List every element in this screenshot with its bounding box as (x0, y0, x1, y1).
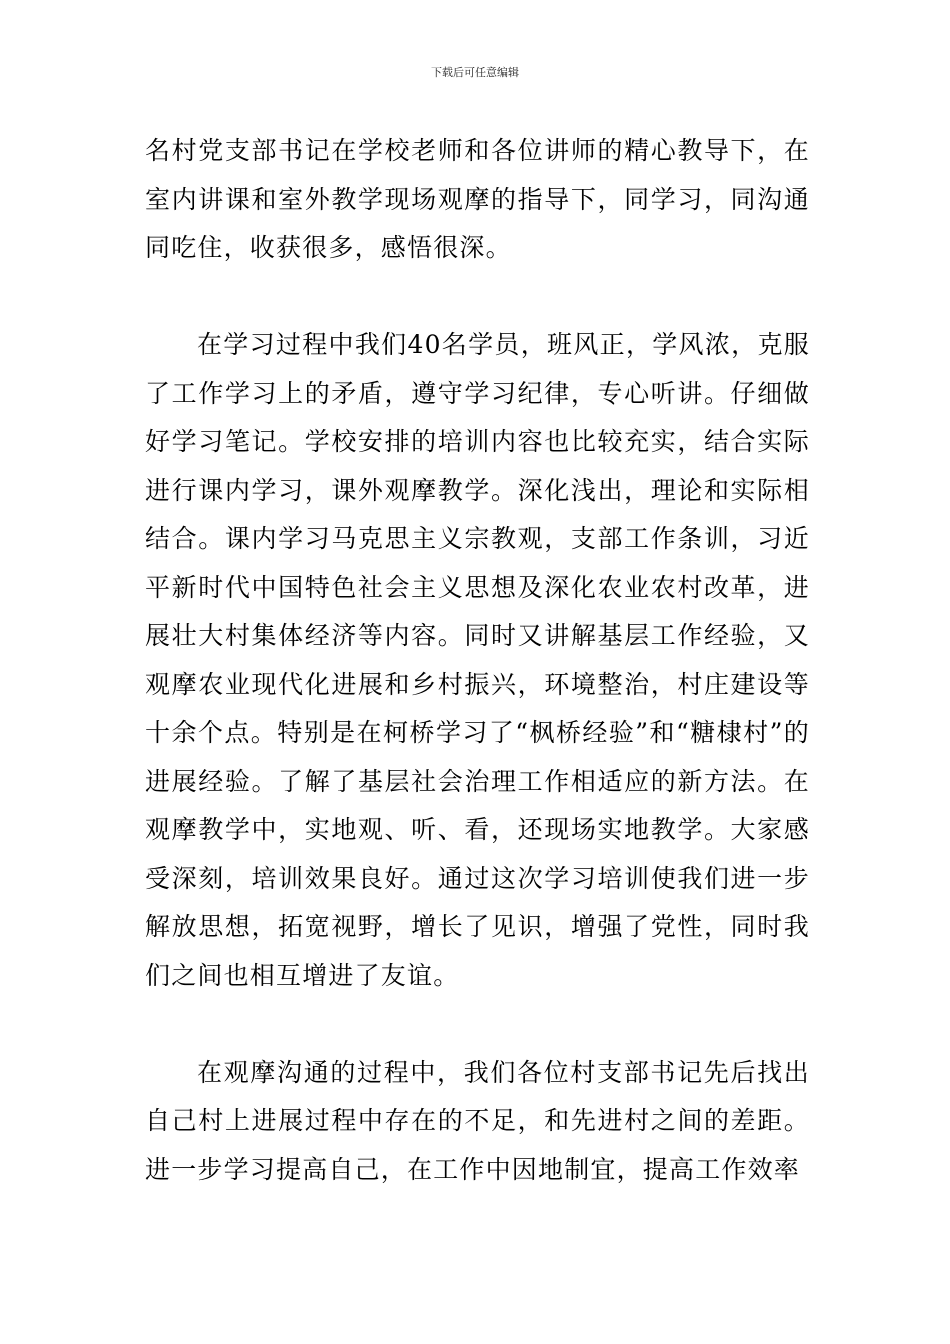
page-header: 下载后可任意编辑 (431, 66, 519, 79)
paragraph-spacer (145, 1000, 810, 1049)
paragraph-1: 名村党支部书记在学校老师和各位讲师的精心教导下，在室内讲课和室外教学现场观摩的指导下，同学习，同沟通同吃住，收获很多，感悟很深。 (145, 136, 810, 262)
paragraph-2: 在学习过程中我们40名学员，班风正，学风浓，克服了工作学习上的矛盾，遵守学习纪律，专心听讲。仔细做好学习笔记。学校安排的培训内容也比较充实，结合实际进行课内学习，课外观摩教学。深化浅出，理论和实际相结合。课内学习马克思主义宗教观，支部工作条训，习近平新时代中国特色社会主义思想及深化农业农村改革，进展壮大村集体经济等内容。同时又讲解基层工作经验，又观摩农业现代化进展和乡村振兴，环境整治，村庄建设等十余个点。特别是在柯桥学习了“枫桥经验”和“糖棣村”的进展经验。了解了基层社会治理工作相适应的新方法。在观摩教学中，实地观、听、看，还现场实地教学。大家感受深刻，培训效果良好。通过这次学习培训使我们进一步解放思想，拓宽视野，增长了见识，增强了党性，同时我们之间也相互增进了友谊。 (145, 330, 810, 990)
document-body (145, 127, 810, 1194)
paragraph-3: 在观摩沟通的过程中，我们各位村支部书记先后找出自己村上进展过程中存在的不足，和先进村之间的差距。进一步学习提高自己，在工作中因地制宜，提高工作效率 (145, 1057, 810, 1184)
paragraph-spacer (145, 273, 810, 322)
